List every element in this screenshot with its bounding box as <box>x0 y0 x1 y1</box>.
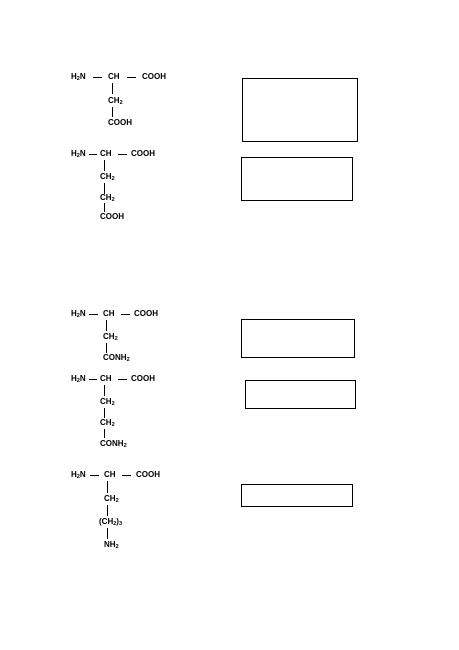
answer-box-3[interactable] <box>241 319 355 358</box>
amino-group: $H_2N$ <box>71 470 86 480</box>
bond <box>107 505 108 516</box>
bond <box>121 314 130 315</box>
amino-group: $H_2N$ <box>71 309 86 319</box>
side-chain-end: COOH <box>100 212 124 221</box>
side-chain-ch2: $CH_2$ <box>100 397 115 407</box>
side-chain-ch2-n: $(CH_2)_3$ <box>99 517 123 527</box>
bond <box>89 154 97 155</box>
bond <box>104 203 105 212</box>
bond <box>112 83 113 94</box>
bond <box>89 379 97 380</box>
side-chain-end: $CONH_2$ <box>100 439 127 449</box>
alpha-carbon: CH <box>103 309 115 318</box>
side-chain-end: $NH_2$ <box>104 540 119 550</box>
alpha-carbon: CH <box>100 149 112 158</box>
side-chain-ch2: $CH_2$ <box>100 172 115 182</box>
answer-box-1[interactable] <box>242 78 358 142</box>
bond <box>118 379 127 380</box>
bond <box>89 314 98 315</box>
bond <box>106 320 107 331</box>
side-chain-end: $CONH_2$ <box>103 353 130 363</box>
answer-box-2[interactable] <box>241 157 353 201</box>
carboxyl-group: COOH <box>131 374 155 383</box>
bond <box>107 528 108 539</box>
side-chain-ch2: $CH_2$ <box>108 96 123 106</box>
amino-group: $H_2N$ <box>71 374 86 384</box>
bond <box>106 343 107 353</box>
bond <box>104 160 105 171</box>
alpha-carbon: CH <box>100 374 112 383</box>
carboxyl-group: COOH <box>136 470 160 479</box>
bond <box>104 385 105 396</box>
carboxyl-group: COOH <box>131 149 155 158</box>
bond <box>104 408 105 418</box>
carboxyl-group: COOH <box>142 72 166 81</box>
bond <box>93 77 102 78</box>
side-chain-ch2: $CH_2$ <box>104 494 119 504</box>
bond <box>122 475 131 476</box>
carboxyl-group: COOH <box>134 309 158 318</box>
alpha-carbon: CH <box>108 72 120 81</box>
bond <box>90 475 99 476</box>
side-chain-ch2: $CH_2$ <box>100 193 115 203</box>
side-chain-ch2: $CH_2$ <box>100 418 115 428</box>
bond <box>112 107 113 117</box>
side-chain-ch2: $CH_2$ <box>103 332 118 342</box>
answer-box-4[interactable] <box>245 380 356 409</box>
bond <box>127 77 136 78</box>
amino-group: $H_2N$ <box>71 72 86 82</box>
side-chain-end: COOH <box>108 118 132 127</box>
bond <box>104 429 105 438</box>
bond <box>107 481 108 493</box>
alpha-carbon: CH <box>104 470 116 479</box>
faint-mark: ·· ·· <box>251 500 266 504</box>
bond <box>118 154 127 155</box>
amino-group: $H_2N$ <box>71 149 86 159</box>
